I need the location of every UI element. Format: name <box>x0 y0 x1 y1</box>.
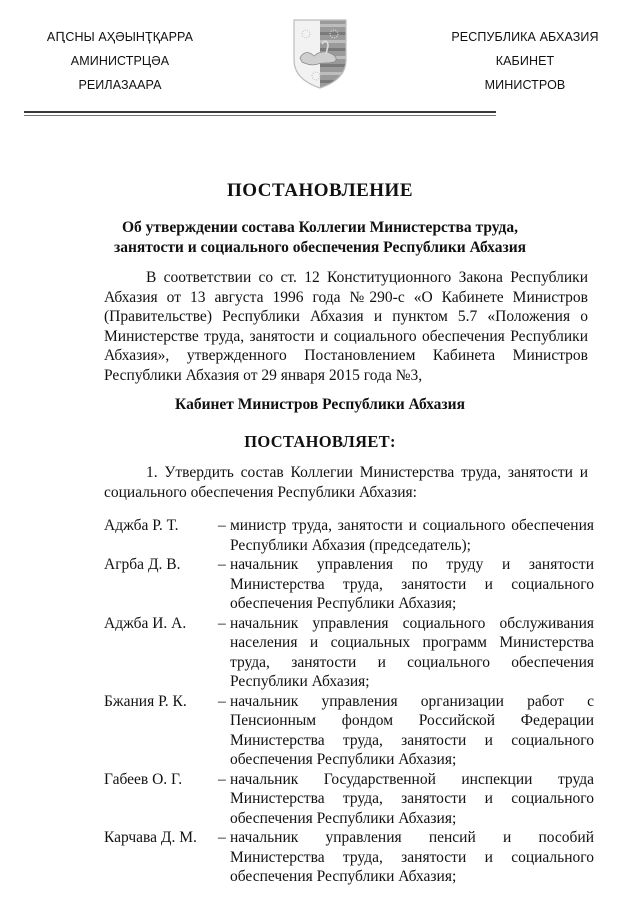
member-role: начальник управления организации работ с Пенсионным фондом Российской Федерации Министерства труда, занятости и социального обеспечения Республики Абхазия; <box>230 692 594 768</box>
members-list <box>104 516 594 887</box>
member-role: начальник Государственной инспекции труда Министерства труда, занятости и социального обеспечения Республики Абхазия; <box>230 770 594 827</box>
document-subtitle <box>60 218 580 257</box>
header-russian-line-2: КАБИНЕТ <box>495 54 555 68</box>
member-name: Карчава Д. М. <box>104 829 197 846</box>
subtitle-line-2: занятости и социального обеспечения Республики Абхазия <box>113 238 527 256</box>
subtitle-line-1: Об утверждении состава Коллегии Министерства труда, <box>121 219 519 236</box>
member-dash: – <box>218 517 226 534</box>
header-abkhaz-line-3: РЕИЛАЗААРА <box>78 78 162 92</box>
document-title: ПОСТАНОВЛЕНИЕ <box>226 180 414 201</box>
member-dash: – <box>218 692 226 710</box>
preamble-paragraph: В соответствии со ст. 12 Конституционного Закона Республики Абхазия от 13 августа 1996 года №290-с «О Кабинете Министров (Правительстве) Республики Абхазия и пунктом 5.7 «Положения о Министерстве труда, занятости и социального обеспечения Республики Абхазия», утвержденного Постановлением Кабинета Министров Республики Абхазия от 29 января 2015 года №3, <box>104 269 588 384</box>
list-item <box>104 828 594 887</box>
list-item <box>104 770 594 829</box>
header-divider <box>24 111 496 116</box>
header-russian-line-3: МИНИСТРОВ <box>484 78 566 92</box>
member-role: начальник управления социального обслуживания населения и социальных программ Министерства труда, занятости и социального обеспечения Республики Абхазия; <box>230 614 594 690</box>
member-name: Агрба Д. В. <box>104 556 181 573</box>
item-1-paragraph: 1. Утвердить состав Коллегии Министерства труда, занятости и социального обеспечения Республики Абхазия: <box>104 464 588 501</box>
member-name: Аджба Р. Т. <box>104 517 179 534</box>
header-russian-line-1: РЕСПУБЛИКА АБХАЗИЯ <box>451 30 599 44</box>
member-role: начальник управления пенсий и пособий Министерства труда, занятости и социального обеспечения Республики Абхазия; <box>230 829 594 885</box>
member-role: министр труда, занятости и социального обеспечения Республики Абхазия (председатель); <box>230 517 594 554</box>
decrees-heading: ПОСТАНОВЛЯЕТ: <box>244 432 396 451</box>
member-name: Аджба И. А. <box>104 614 187 632</box>
member-name: Бжания Р. К. <box>104 692 187 710</box>
issuer-heading: Кабинет Министров Республики Абхазия <box>175 396 465 413</box>
list-item <box>104 555 594 614</box>
member-dash: – <box>218 614 226 632</box>
list-item <box>104 614 594 692</box>
member-dash: – <box>218 829 226 846</box>
coat-of-arms-icon <box>292 18 348 90</box>
header-abkhaz-line-1: АԤСНЫ АҲӘЫНҬҚАРРА <box>46 30 194 44</box>
member-dash: – <box>218 556 226 573</box>
member-name: Габеев О. Г. <box>104 770 183 788</box>
member-dash: – <box>218 770 226 788</box>
header-abkhaz <box>30 25 210 97</box>
header-abkhaz-line-2: АМИНИСТРЦӘА <box>70 54 170 68</box>
list-item <box>104 516 594 555</box>
header-russian <box>435 25 615 97</box>
list-item <box>104 692 594 770</box>
member-role: начальник управления по труду и занятости Министерства труда, занятости и социального обеспечения Республики Абхазия; <box>230 556 594 612</box>
